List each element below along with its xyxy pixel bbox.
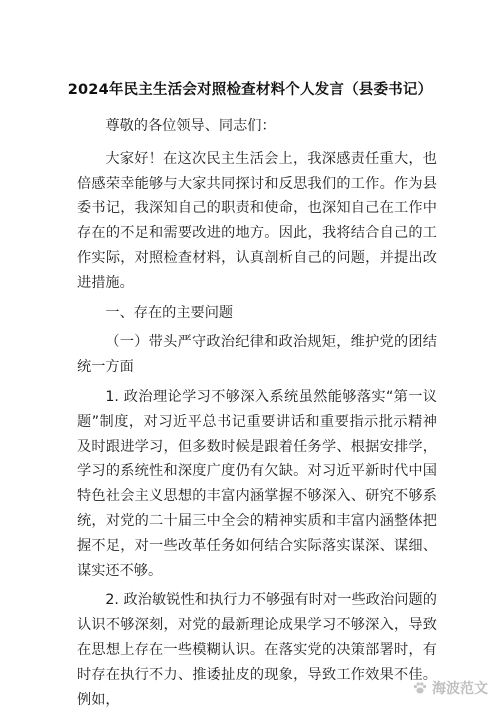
watermark-text: 海波范文	[432, 681, 488, 697]
greeting-line: 尊敬的各位领导、同志们：	[105, 118, 276, 134]
item-paragraph-2: 2. 政治敏锐性和执行力不够强有时对一些政治问题的认识不够深刻，对党的最新理论成果学习不够深入，导致在思想上存在一些模糊认识。在落实党的决策部署时，有时存在执行不力、推诿扯皮的现象，导致工作效果不佳。例如，	[77, 592, 437, 708]
document-body	[77, 114, 437, 717]
watermark	[412, 678, 488, 698]
document-title: 2024年民主生活会对照检查材料个人发言（县委书记）	[67, 82, 433, 98]
paw-icon	[412, 680, 428, 696]
section-heading: 一、存在的主要问题	[105, 304, 234, 321]
intro-paragraph: 大家好！在这次民主生活会上，我深感责任重大，也倍感荣幸能够与大家共同探讨和反思我们的工作。作为县委书记，我深知自己的职责和使命，也深知自己在工作中存在的不足和需要改进的地方。因此，我将结合自己的工作实际，对照检查材料，认真剖析自己的问题，并提出改进措施。	[77, 150, 437, 291]
item-paragraph-1: 1. 政治理论学习不够深入系统虽然能够落实“第一议题”制度，对习近平总书记重要讲话和重要指示批示精神及时跟进学习，但多数时候是跟着任务学、根据安排学，学习的系统性和深度广度仍有欠缺。对习近平新时代中国特色社会主义思想的丰富内涵掌握不够深入、研究不够系统，对党的二十届三中全会的精神实质和丰富内涵整体把握不足，对一些改革任务如何结合实际落实谋深、谋细、谋实还不够。	[77, 388, 437, 579]
subsection-heading: （一）带头严守政治纪律和政治规矩，维护党的团结统一方面	[77, 334, 437, 376]
